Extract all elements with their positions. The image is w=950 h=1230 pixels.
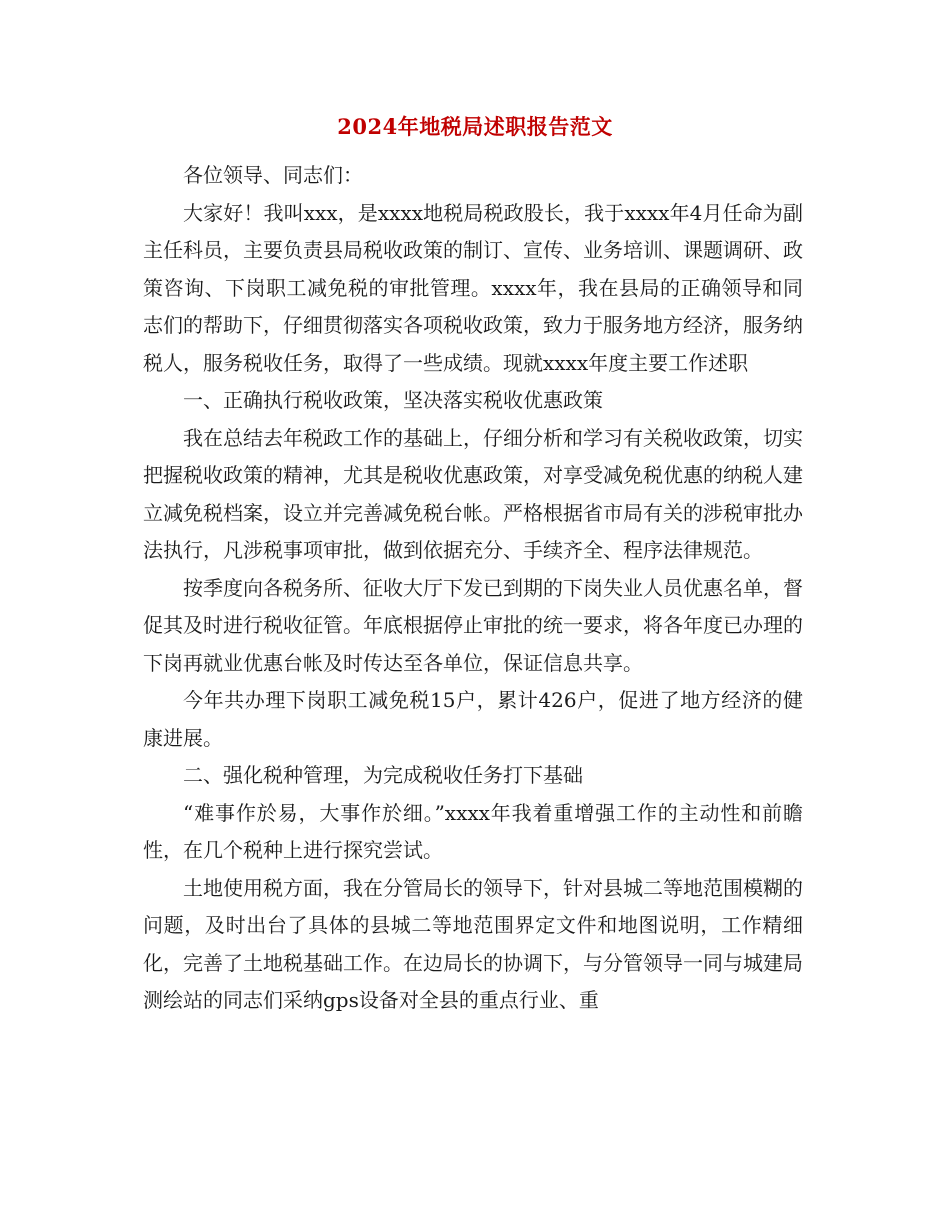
section-heading: 二、强化税种管理，为完成税收任务打下基础	[183, 763, 583, 787]
salutation-paragraph: 各位领导、同志们：	[183, 163, 363, 187]
body-paragraph: 今年共办理下岗职工减免税15户，累计426户，促进了地方经济的健康进展。	[143, 688, 803, 750]
body-paragraph: 大家好！我叫xxx，是xxxx地税局税政股长，我于xxxx年4月任命为副主任科员，主要负责县局税收政策的制订、宣传、业务培训、课题调研、政策咨询、下岗职工减免税的审批管理。xxxx年，我在县局的正确领导和同志们的帮助下，仔细贯彻落实各项税收政策，致力于服务地方经济，服务纳税人，服务税收任务，取得了一些成绩。现就xxxx年度主要工作述职	[143, 200, 803, 375]
body-paragraph: 我在总结去年税政工作的基础上，仔细分析和学习有关税收政策，切实把握税收政策的精神，尤其是税收优惠政策，对享受减免税优惠的纳税人建立减免税档案，设立并完善减免税台帐。严格根据省市局有关的涉税审批办法执行，凡涉税事项审批，做到依据充分、手续齐全、程序法律规范。	[143, 425, 803, 562]
body-paragraph: “难事作於易，大事作於细。”xxxx年我着重增强工作的主动性和前瞻性，在几个税种上进行探究尝试。	[143, 800, 803, 862]
body-paragraph: 按季度向各税务所、征收大厅下发已到期的下岗失业人员优惠名单，督促其及时进行税收征管。年底根据停止审批的统一要求，将各年度已办理的下岗再就业优惠台帐及时传达至各单位，保证信息共享。	[143, 575, 803, 675]
body-paragraph: 土地使用税方面，我在分管局长的领导下，针对县城二等地范围模糊的问题，及时出台了具体的县城二等地范围界定文件和地图说明，工作精细化，完善了土地税基础工作。在边局长的协调下，与分管领导一同与城建局测绘站的同志们采纳gps设备对全县的重点行业、重	[143, 875, 803, 1012]
document-body	[143, 157, 803, 1020]
document-title: 2024年地税局述职报告范文	[337, 114, 613, 139]
section-heading: 一、正确执行税收政策，坚决落实税收优惠政策	[183, 388, 603, 412]
